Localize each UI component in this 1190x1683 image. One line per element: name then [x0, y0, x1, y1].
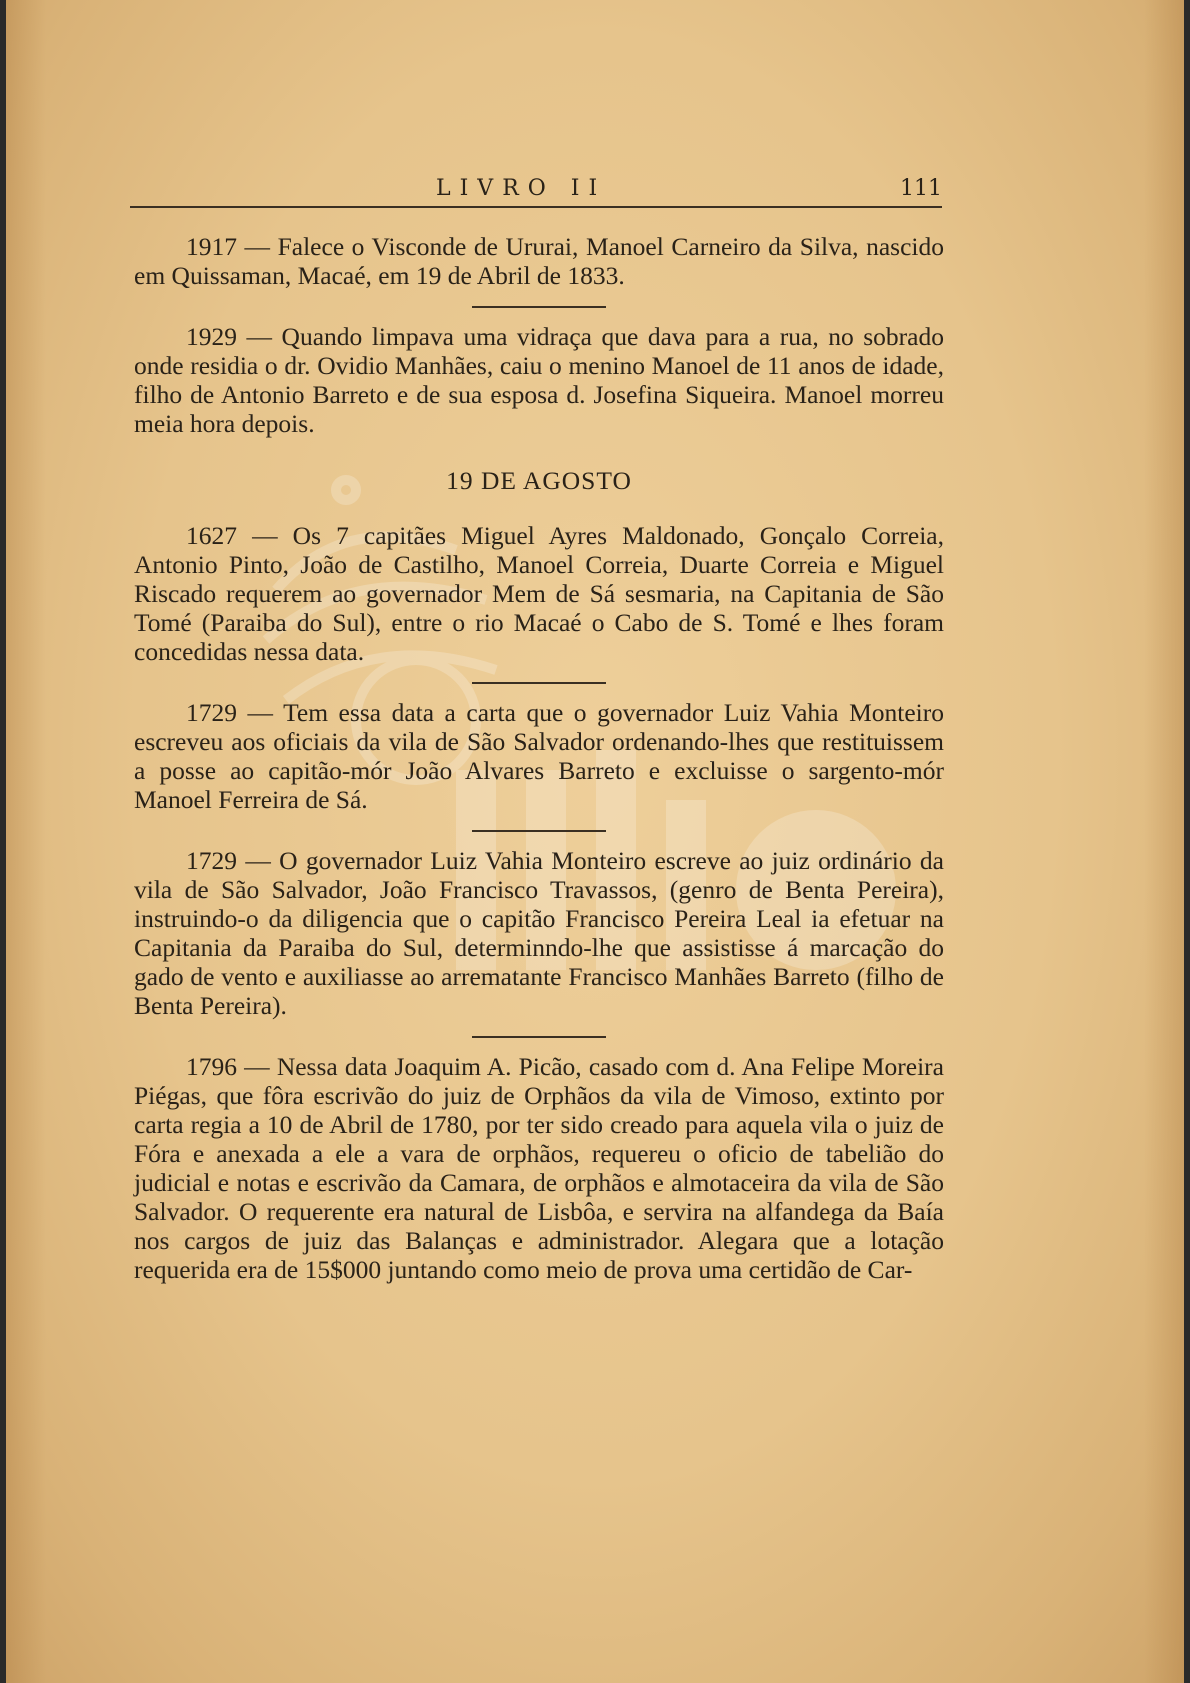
- entry-paragraph: 1729 — Tem essa data a carta que o governador Luiz Vahia Monteiro escreveu aos oficiais da vila de São Salvador ordenando-lhes que restituissem a posse ao capitão-mór João Alvares Barreto e excluisse o sargento-mór Manoel Ferreira de Sá.: [134, 698, 944, 814]
- separator-rule: [472, 682, 606, 684]
- separator-rule: [472, 306, 606, 308]
- separator-rule: [472, 830, 606, 832]
- book-page: [6, 0, 1184, 1683]
- running-header: [130, 176, 942, 208]
- entry-paragraph: 1627 — Os 7 capitães Miguel Ayres Maldonado, Gonçalo Correia, Antonio Pinto, João de Castilho, Manoel Correia, Duarte Correia e Miguel Riscado requerem ao governador Mem de Sá sesmaria, na Capitania de São Tomé (Paraiba do Sul), entre o rio Macaé o Cabo de S. Tomé e lhes foram concedidas nessa data.: [134, 521, 944, 666]
- page-number: 111: [900, 176, 942, 201]
- header-title: LIVRO II: [436, 176, 607, 201]
- body-text: [134, 232, 944, 1284]
- entry-paragraph: 1729 — O governador Luiz Vahia Monteiro escreve ao juiz ordinário da vila de São Salvador, João Francisco Travassos, (genro de Benta Pereira), instruindo-o da diligencia que o capitão Francisco Pereira Leal ia efetuar na Capitania da Paraiba do Sul, determinndo-lhe que assistisse á marcação do gado de vento e auxiliasse ao arrematante Francisco Manhães Barreto (filho de Benta Pereira).: [134, 846, 944, 1020]
- entry-paragraph: 1796 — Nessa data Joaquim A. Picão, casado com d. Ana Felipe Moreira Piégas, que fôra escrivão do juiz de Orphãos da vila de Vimoso, extinto por carta regia a 10 de Abril de 1780, por ter sido creado para aquela vila o juiz de Fóra e anexada a ele a vara de orphãos, requereu o oficio de tabelião do judicial e notas e escrivão da Camara, de orphãos e almotaceira da vila de São Salvador. O requerente era natural de Lisbôa, e servira na alfandega da Baía nos cargos de juiz das Balanças e administrador. Alegara que a lotação requerida era de 15$000 juntando como meio de prova uma certidão de Car-: [134, 1052, 944, 1284]
- entry-paragraph: 1929 — Quando limpava uma vidraça que dava para a rua, no sobrado onde residia o dr. Ovidio Manhães, caiu o menino Manoel de 11 anos de idade, filho de Antonio Barreto e de sua esposa d. Josefina Siqueira. Manoel morreu meia hora depois.: [134, 322, 944, 438]
- section-title: 19 DE AGOSTO: [446, 466, 632, 495]
- entry-paragraph: 1917 — Falece o Visconde de Ururai, Manoel Carneiro da Silva, nascido em Quissaman, Macaé, em 19 de Abril de 1833.: [134, 232, 944, 290]
- separator-rule: [472, 1036, 606, 1038]
